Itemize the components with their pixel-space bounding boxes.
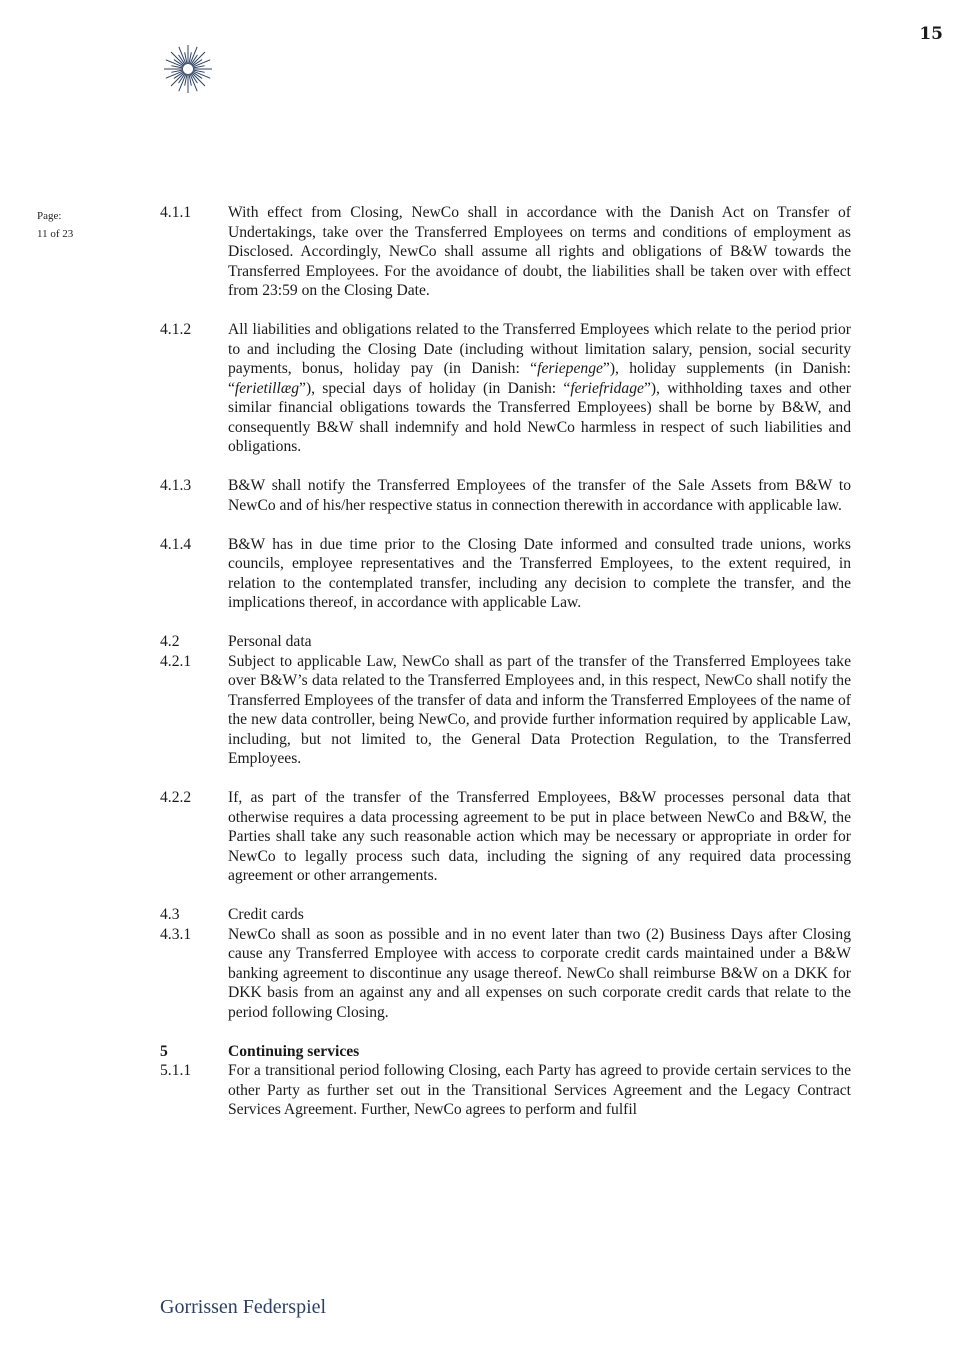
clause-text: B&W shall notify the Transferred Employees of the transfer of the Sale Assets from B&W to NewCo and of his/her respective status in connection therewith in accordance with applicable law.: [228, 477, 851, 514]
clause-number: 4.1.3: [160, 477, 192, 494]
clause-4-3-1: [160, 925, 851, 1023]
section-number: 5: [160, 1042, 168, 1060]
page-number: 15: [919, 24, 943, 44]
clause-heading: Credit cards: [228, 906, 304, 923]
clause-number: 5.1.1: [160, 1062, 192, 1079]
sunburst-logo-icon: [160, 44, 216, 94]
clause-number: 4.3.1: [160, 925, 192, 943]
clause-text: With effect from Closing, NewCo shall in accordance with the Danish Act on Transfer of Undertakings, take over the Transferred Employees on terms and conditions of employment as Disclosed. Accordingly, NewCo shall assume all rights and obligations of B&W towards the Transferred Employees. For the avoidance of doubt, the liabilities shall be taken over with effect from 23:59 on the Closing Date.: [228, 204, 851, 299]
clause-text: If, as part of the transfer of the Transferred Employees, B&W processes personal data that otherwise requires a data processing agreement to be put in place between NewCo and B&W, the Parties shall take any such reasonable action which may be necessary or appropriate in order for NewCo to legally process such data, including the signing of any required data processing agreement or other arrangements.: [228, 789, 851, 884]
page-count: 11 of 23: [37, 228, 74, 240]
clause-number: 4.1.4: [160, 535, 192, 553]
document-body: [160, 203, 851, 1139]
clause-text: All liabilities and obligations related to the Transferred Employees which relate to the period prior to and including the Closing Date (including without limitation salary, pension, social security payments, bonus, holiday pay (in Danish: “feriepenge”), holiday supplements (in Danish: “ferietillæg”), special days of holiday (in Danish: “feriefridage”), withholding taxes and other similar financial obligations towards the Transferred Employees) shall be borne by B&W, and consequently B&W shall indemnify and hold NewCo harmless in respect of such liabilities and obligations.: [228, 321, 851, 455]
clause-number: 4.2.2: [160, 789, 192, 806]
firm-name: Gorrissen Federspiel: [160, 1296, 327, 1318]
clause-4-1-3: [160, 476, 851, 515]
clause-text: B&W has in due time prior to the Closing Date informed and consulted trade unions, works councils, employee representatives and the Transferred Employees, to the extent required, in relation to the contemplated transfer, including any decision to complete the transfer, and the implications thereof, in accordance with applicable Law.: [228, 535, 851, 611]
clause-text: NewCo shall as soon as possible and in no event later than two (2) Business Days after Closing cause any Transferred Employee with access to corporate credit cards maintained under a B&W banking agreement to discontinue any usage thereof. NewCo shall reimburse B&W on a DKK for DKK basis from an against any and all expenses on such corporate credit cards that relate to the period following Closing.: [228, 925, 851, 1021]
clause-4-1-1: [160, 203, 851, 301]
page-indicator: [37, 207, 73, 243]
page-label: Page:: [37, 210, 62, 222]
clause-heading: Personal data: [228, 633, 312, 650]
clause-5-1-1: [160, 1061, 851, 1120]
clause-number: 4.2: [160, 633, 180, 650]
section-heading: Continuing services: [228, 1042, 360, 1060]
clause-number: 4.1.2: [160, 321, 192, 338]
clause-4-2-2: [160, 788, 851, 886]
clause-number: 4.1.1: [160, 204, 192, 221]
clause-4-2-1: [160, 652, 851, 769]
clause-text: For a transitional period following Closing, each Party has agreed to provide certain services to the other Party as further set out in the Transitional Services Agreement and the Legacy Contract Services Agreement. Further, NewCo agrees to perform and fulfil: [228, 1062, 851, 1118]
clause-4-2-heading: [160, 632, 851, 652]
clause-4-1-2: [160, 320, 851, 457]
clause-4-1-4: [160, 535, 851, 613]
clause-number: 4.3: [160, 906, 180, 923]
clause-number: 4.2.1: [160, 652, 192, 670]
clause-4-3-heading: [160, 905, 851, 925]
section-5-heading: [160, 1042, 851, 1062]
clause-text: Subject to applicable Law, NewCo shall as part of the transfer of the Transferred Employees take over B&W’s data related to the Transferred Employees and, in this respect, NewCo shall notify the Transferred Employees of the transfer of data and inform the Transferred Employees of the name of the new data controller, being NewCo, and provide further information required by applicable Law, including, but not limited to, the General Data Protection Regulation, to the Transferred Employees.: [228, 652, 851, 767]
